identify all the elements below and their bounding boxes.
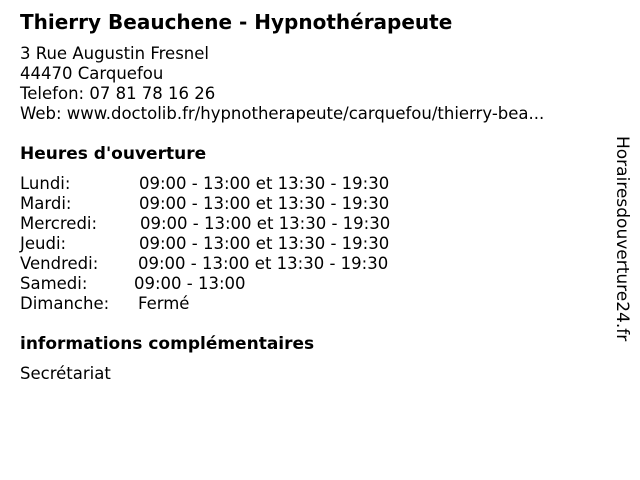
time-range: 09:00 - 13:00 et 13:30 - 19:30	[139, 174, 390, 193]
day-label: Dimanche:	[20, 294, 110, 313]
address-block	[20, 44, 544, 124]
day-label: Mardi:	[20, 194, 72, 213]
day-label: Mercredi:	[20, 214, 98, 233]
address-street: 3 Rue Augustin Fresnel	[20, 44, 210, 63]
time-range: Fermé	[138, 294, 190, 313]
day-label: Jeudi:	[20, 234, 67, 253]
time-range: 09:00 - 13:00 et 13:30 - 19:30	[140, 214, 391, 233]
day-label: Samedi:	[20, 274, 88, 293]
site-brand-label: Horairesdouverture24.fr	[612, 136, 632, 342]
additional-info-heading: informations complémentaires	[20, 334, 315, 354]
page-title: Thierry Beauchene - Hypnothérapeute	[20, 10, 453, 34]
time-range: 09:00 - 13:00 et 13:30 - 19:30	[139, 194, 390, 213]
website-link[interactable]: Web: www.doctolib.fr/hypnotherapeute/carquefou/thierry-bea...	[20, 104, 545, 123]
day-label: Lundi:	[20, 174, 71, 193]
phone-number: Telefon: 07 81 78 16 26	[20, 84, 216, 103]
day-label: Vendredi:	[20, 254, 99, 273]
opening-hours-heading: Heures d'ouverture	[20, 144, 207, 164]
time-range: 09:00 - 13:00 et 13:30 - 19:30	[139, 234, 390, 253]
time-range: 09:00 - 13:00	[134, 274, 246, 293]
additional-info-text: Secrétariat	[20, 364, 111, 383]
time-range: 09:00 - 13:00 et 13:30 - 19:30	[138, 254, 389, 273]
address-city: 44470 Carquefou	[20, 64, 164, 83]
